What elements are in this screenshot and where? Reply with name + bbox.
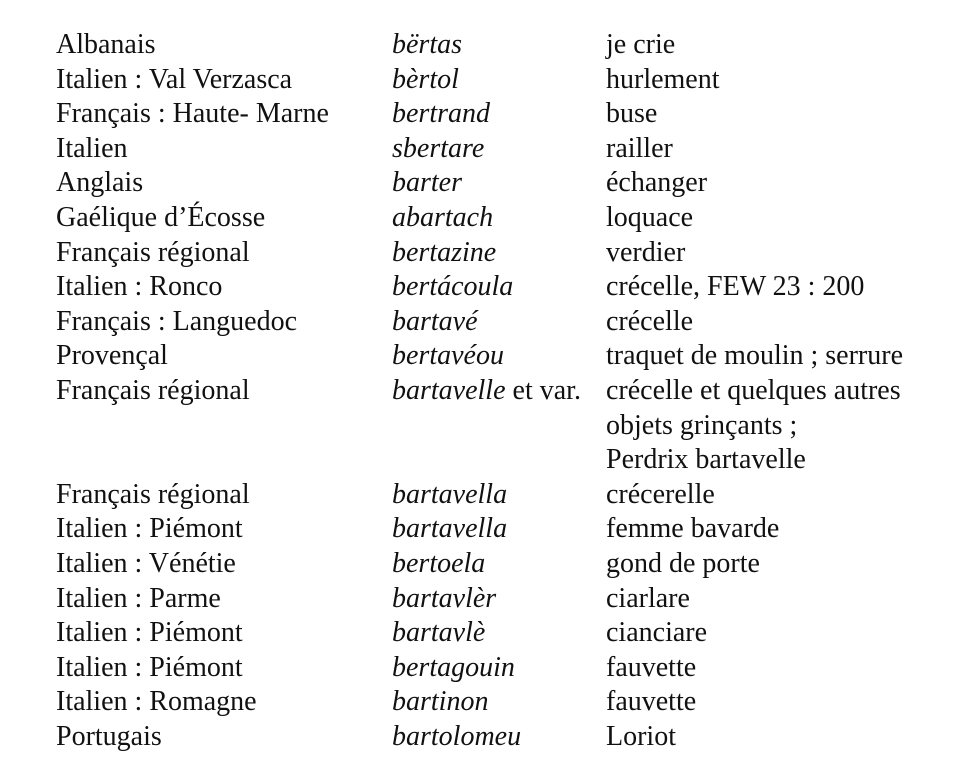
word-cell — [392, 63, 606, 98]
language-cell: Italien : Ronco — [56, 271, 223, 303]
meaning-line: loquace — [606, 201, 694, 233]
meaning-line: fauvette — [606, 651, 697, 683]
word-cell — [392, 305, 606, 340]
meaning-cell — [606, 270, 966, 305]
meaning-cell — [606, 512, 966, 547]
word-cell — [392, 270, 606, 305]
meaning-cell — [606, 28, 966, 63]
word-cell — [392, 28, 606, 63]
language-cell: Italien : Parme — [56, 582, 221, 614]
word-form: bèrtol — [392, 63, 459, 95]
meaning-line: ciarlare — [606, 582, 690, 614]
meaning-cell — [606, 63, 966, 98]
word-form: bartavé — [392, 305, 478, 337]
meaning-line: femme bavarde — [606, 513, 780, 545]
table-row — [56, 28, 966, 63]
language-cell: Anglais — [56, 167, 144, 199]
meaning-cell — [606, 166, 966, 201]
language-cell: Italien : Romagne — [56, 686, 257, 718]
word-form: bërtas — [392, 29, 462, 60]
table-row — [56, 132, 966, 167]
word-form: sbertare — [392, 132, 485, 164]
word-note: et var. — [505, 374, 581, 406]
word-cell — [392, 236, 606, 271]
table-row — [56, 339, 966, 374]
word-form: bertazine — [392, 236, 497, 268]
meaning-cell — [606, 132, 966, 167]
etymology-table — [56, 28, 966, 754]
meaning-line: fauvette — [606, 686, 697, 718]
language-cell: Provençal — [56, 340, 168, 372]
meaning-cell — [606, 720, 966, 755]
language-cell: Français régional — [56, 374, 250, 406]
language-cell: Français régional — [56, 478, 250, 510]
table-row — [56, 651, 966, 686]
meaning-cell — [606, 201, 966, 236]
language-cell: Français régional — [56, 236, 250, 268]
meaning-line: gond de porte — [606, 547, 760, 579]
meaning-line: crécelle et quelques autres — [606, 374, 901, 406]
table-row — [56, 305, 966, 340]
meaning-line: Perdrix bartavelle — [606, 444, 806, 476]
word-form: bertavéou — [392, 340, 504, 372]
word-form: bartavlèr — [392, 582, 497, 614]
table-row — [56, 166, 966, 201]
language-cell: Gaélique d’Écosse — [56, 201, 266, 233]
meaning-line: crécerelle — [606, 478, 715, 510]
word-form: bartavella — [392, 478, 508, 510]
word-form: abartach — [392, 201, 494, 233]
word-cell — [392, 374, 606, 478]
word-cell — [392, 512, 606, 547]
word-form: bertagouin — [392, 651, 515, 683]
word-form: bertoela — [392, 547, 486, 579]
language-cell: Français : Haute- Marne — [56, 98, 329, 130]
meaning-cell — [606, 339, 966, 374]
word-cell — [392, 339, 606, 374]
meaning-line: cianciare — [606, 617, 708, 649]
table-row — [56, 512, 966, 547]
word-cell — [392, 201, 606, 236]
word-form: bartavlè — [392, 617, 486, 649]
meaning-cell — [606, 582, 966, 617]
table-row — [56, 97, 966, 132]
meaning-cell — [606, 547, 966, 582]
word-cell — [392, 97, 606, 132]
word-cell — [392, 478, 606, 513]
word-cell — [392, 685, 606, 720]
word-cell — [392, 616, 606, 651]
meaning-cell — [606, 374, 966, 478]
word-form: bartinon — [392, 686, 489, 718]
table-row — [56, 236, 966, 271]
table-row — [56, 270, 966, 305]
table-body — [56, 28, 966, 754]
table-row — [56, 616, 966, 651]
meaning-line: railler — [606, 132, 673, 164]
word-cell — [392, 582, 606, 617]
meaning-cell — [606, 478, 966, 513]
table-row — [56, 478, 966, 513]
word-form: bertrand — [392, 98, 490, 130]
table-row — [56, 685, 966, 720]
table-row — [56, 201, 966, 236]
word-cell — [392, 166, 606, 201]
language-cell: Portugais — [56, 720, 162, 752]
meaning-line: traquet de moulin ; serrure — [606, 340, 904, 372]
meaning-line: échanger — [606, 167, 708, 199]
meaning-cell — [606, 305, 966, 340]
language-cell: Italien : Piémont — [56, 651, 243, 683]
word-cell — [392, 547, 606, 582]
word-form: barter — [392, 167, 462, 199]
meaning-line: Loriot — [606, 720, 676, 752]
language-cell: Italien — [56, 132, 128, 164]
language-cell: Italien : Piémont — [56, 617, 243, 649]
language-cell: Albanais — [56, 29, 156, 60]
language-cell: Français : Languedoc — [56, 305, 298, 337]
table-row — [56, 63, 966, 98]
word-form: bartolomeu — [392, 720, 522, 752]
word-cell — [392, 720, 606, 755]
meaning-cell — [606, 97, 966, 132]
word-form: bartavelle — [392, 374, 506, 406]
language-cell: Italien : Val Verzasca — [56, 63, 293, 95]
meaning-cell — [606, 651, 966, 686]
table-row — [56, 720, 966, 755]
word-cell — [392, 132, 606, 167]
table-row — [56, 374, 966, 478]
table-row — [56, 582, 966, 617]
meaning-line: buse — [606, 98, 658, 130]
meaning-cell — [606, 616, 966, 651]
word-cell — [392, 651, 606, 686]
meaning-line: crécelle — [606, 305, 694, 337]
table-row — [56, 547, 966, 582]
meaning-cell — [606, 685, 966, 720]
language-cell: Italien : Vénétie — [56, 547, 236, 579]
meaning-line: verdier — [606, 236, 686, 268]
language-cell: Italien : Piémont — [56, 513, 243, 545]
word-form: bertácoula — [392, 271, 514, 303]
meaning-cell — [606, 236, 966, 271]
meaning-line: je crie — [606, 29, 676, 60]
word-form: bartavella — [392, 513, 508, 545]
meaning-line: hurlement — [606, 63, 720, 95]
meaning-line: crécelle, FEW 23 : 200 — [606, 271, 865, 303]
meaning-line: objets grinçants ; — [606, 409, 798, 441]
